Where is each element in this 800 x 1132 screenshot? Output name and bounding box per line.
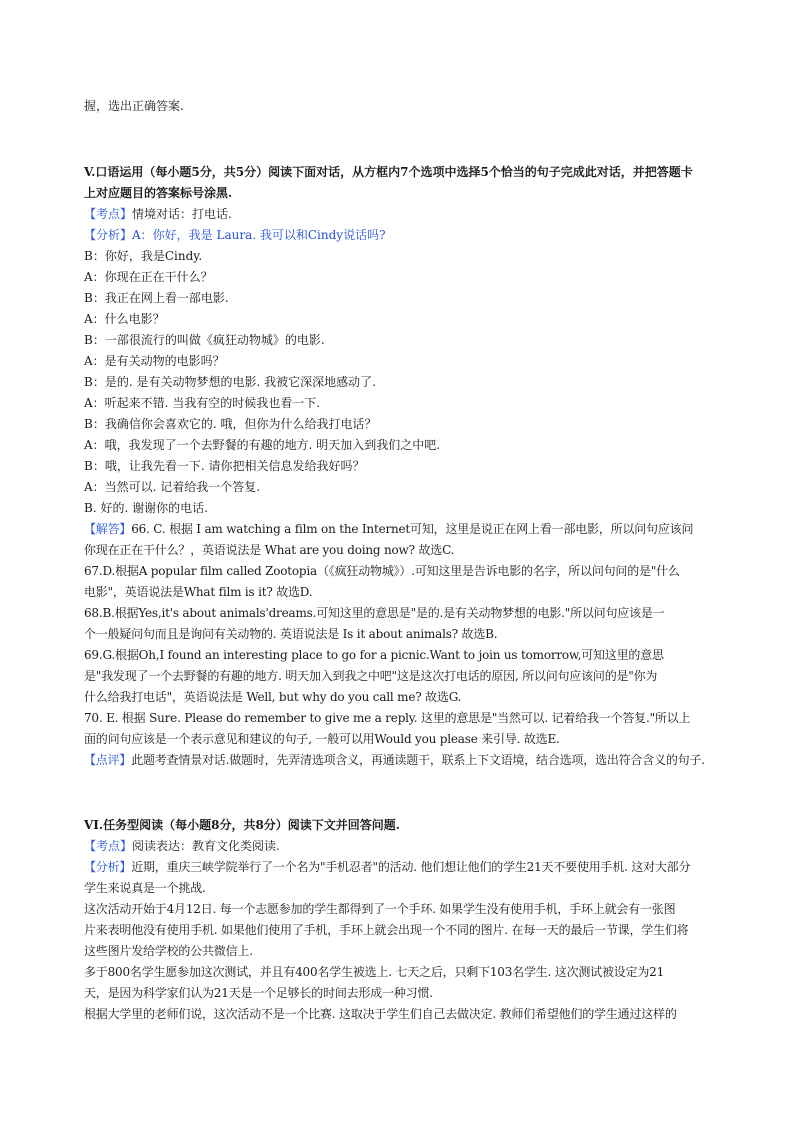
dialogue-line: A：你现在正在干什么？ [84, 270, 213, 284]
section5-heading-line2: 上对应题目的答案标号涂黑. [84, 186, 233, 200]
section5-fenxi [84, 228, 724, 242]
answer-line: 70. E. 根据 Sure. Please do remember to give me a reply. 这里的意思是"当然可以. 记着给我一个答复."所以上 [84, 711, 691, 725]
fenxi-tag: 【分析】 [84, 228, 133, 242]
passage-line: 片来表明他没有使用手机. 如果他们使用了手机，手环上就会出现一个不同的图片. 在每一天的最后一节课，学生们将 [84, 923, 689, 937]
section5-dianping [84, 753, 724, 767]
answer-line: 69.G.根据Oh,I found an interesting place to go for a picnic.Want to join us tomorrow,可知这里的意思 [84, 648, 664, 662]
dialogue-line: B. 好的. 谢谢你的电话. [84, 501, 208, 515]
dianping-tag: 【点评】 [84, 753, 132, 767]
answer-line: 什么给我打电话"，英语说法是 Well, but why do you call me? 故选G. [84, 690, 462, 704]
dialogue-line: A：哦，我发现了一个去野餐的有趣的地方. 明天加入到我们之中吧. [84, 438, 441, 452]
fenxi-tag: 【分析】 [84, 860, 132, 874]
answer-line: 电影"，英语说法是What film is it? 故选D. [84, 585, 313, 599]
answer-line: 个一般疑问句而且是询问有关动物的. 英语说法是 Is it about animals? 故选B. [84, 627, 498, 641]
section6-fenxi [84, 860, 724, 874]
dialogue-line: B：你好，我是Cindy. [84, 249, 203, 263]
passage-line: 学生来说真是一个挑战. [84, 881, 206, 895]
section6-heading: VI.任务型阅读（每小题8分，共8分）阅读下文并回答问题. [84, 818, 400, 832]
dialogue-line: A：是有关动物的电影吗？ [84, 354, 225, 368]
jieda-tag: 【解答】 [84, 522, 132, 536]
fenxi-first-line: 近期，重庆三峡学院举行了一个名为"手机忍者"的活动. 他们想让他们的学生21天不要使用手机. 这对大部分 [131, 860, 691, 874]
kaodian-text: 阅读表达：教育文化类阅读. [132, 839, 280, 853]
section5-heading-line1: V.口语运用（每小题5分，共5分）阅读下面对话，从方框内7个选项中选择5个恰当的句子完成此对话，并把答题卡 [84, 165, 693, 179]
dialogue-line: B：是的. 是有关动物梦想的电影. 我被它深深地感动了. [84, 375, 376, 389]
section5-kaodian [84, 207, 724, 221]
passage-line: 多于800名学生愿参加这次测试，并且有400名学生被选上. 七天之后，只剩下103名学生. 这次测试被设定为21 [84, 965, 665, 979]
answer-line: 是"我发现了一个去野餐的有趣的地方. 明天加入到我之中吧"这是这次打电话的原因, 所以问句应该问的是"你为 [84, 669, 658, 683]
dialogue-line: A：什么电影？ [84, 312, 165, 326]
answer-line: 你现在正在干什么？，英语说法是 What are you doing now? 故选C. [84, 543, 455, 557]
dialogue-line: A：听起来不错. 当我有空的时候我也看一下. [84, 396, 321, 410]
jieda-first-line: 66. C. 根据 I am watching a film on the Internet可知，这里是说正在网上看一部电影，所以问句应该问 [131, 522, 694, 536]
kaodian-tag: 【考点】 [84, 839, 133, 853]
dialogue-line: A：当然可以. 记着给我一个答复. [84, 480, 261, 494]
dialogue-line: B：我正在网上看一部电影. [84, 291, 229, 305]
dialogue-line: B：一部很流行的叫做《疯狂动物城》的电影. [84, 333, 325, 347]
dialogue-line: B：我确信你会喜欢它的. 哦，但你为什么给我打电话？ [84, 417, 377, 431]
answer-line: 67.D.根据A popular film called Zootopia（《疯狂动物城》）.可知这里是告诉电影的名字，所以问句问的是"什么 [84, 564, 680, 578]
intro-tail-text: 握，选出正确答案. [84, 99, 184, 113]
answer-line: 68.B.根据Yes,it's about animals'dreams.可知这里的意思是"是的.是有关动物梦想的电影."所以问句应该是一 [84, 606, 665, 620]
kaodian-text: 情境对话：打电话. [132, 207, 232, 221]
passage-line: 根据大学里的老师们说，这次活动不是一个比赛. 这取决于学生们自己去做决定. 教师们希望他们的学生通过这样的 [84, 1007, 677, 1021]
kaodian-tag: 【考点】 [84, 207, 133, 221]
answer-line: 面的问句应该是一个表示意见和建议的句子, 一般可以用Would you please 来引导. 故选E. [84, 732, 560, 746]
passage-line: 这次活动开始于4月12日. 每一个志愿参加的学生都得到了一个手环. 如果学生没有使用手机，手环上就会有一张图 [84, 902, 676, 916]
dialogue-line: B：哦，让我先看一下. 请你把相关信息发给我好吗？ [84, 459, 365, 473]
section6-kaodian [84, 839, 724, 853]
passage-line: 天，是因为科学家们认为21天是一个足够长的时间去形成一种习惯. [84, 986, 433, 1000]
passage-line: 这些图片发给学校的公共微信上. [84, 944, 253, 958]
fenxi-first-line: A：你好，我是 Laura. 我可以和Cindy说话吗? [132, 228, 386, 242]
dianping-text: 此题考查情景对话.做题时，先弄清选项含义，再通读题干，联系上下文语境，结合选项，选出符合含义的句子. [131, 753, 705, 767]
section5-jieda [84, 522, 724, 536]
